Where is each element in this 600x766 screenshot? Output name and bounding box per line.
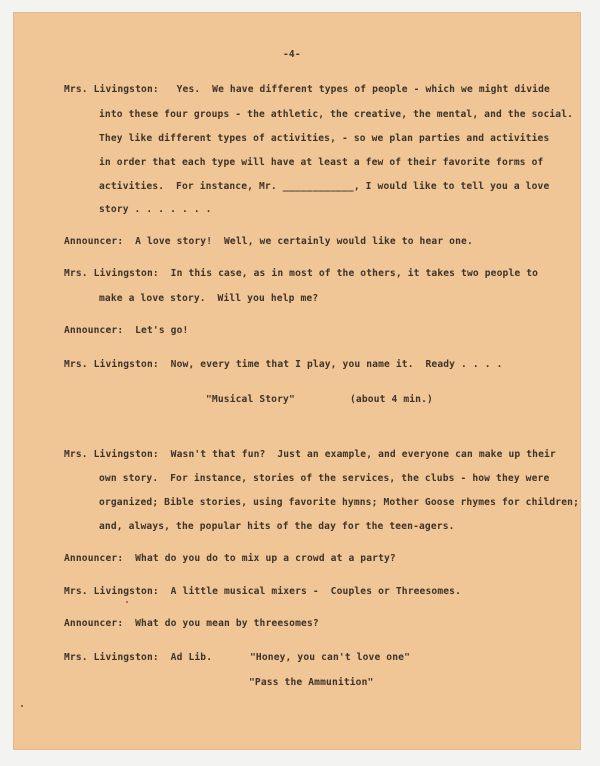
text-line: activities. For instance, Mr. ____________, I would like to tell you a love xyxy=(99,181,550,192)
text-line: Mrs. Livingston: Wasn't that fun? Just an example, and everyone can make up their xyxy=(64,449,556,460)
text-line: in order that each type will have at least a few of their favorite forms of xyxy=(99,157,544,168)
text-line: make a love story. Will you help me? xyxy=(99,293,319,304)
text-line: Mrs. Livingston: In this case, as in most of the others, it takes two people to xyxy=(64,268,539,279)
text-line: "Musical Story" xyxy=(206,394,295,405)
text-line: "Pass the Ammunition" xyxy=(249,677,374,688)
ink-speck xyxy=(126,601,128,603)
text-line: into these four groups - the athletic, the creative, the mental, and the social. xyxy=(99,109,574,120)
text-line: Announcer: What do you mean by threesomes? xyxy=(64,618,319,629)
text-line: Announcer: Let's go! xyxy=(64,325,189,336)
text-line: Announcer: A love story! Well, we certainly would like to hear one. xyxy=(64,236,473,247)
text-line: "Honey, you can't love one" xyxy=(250,652,410,663)
text-line: organized; Bible stories, using favorite hymns; Mother Goose rhymes for children; xyxy=(99,497,579,508)
text-line: Mrs. Livingston: Yes. We have different types of people - which we might divide xyxy=(64,84,550,95)
text-line: own story. For instance, stories of the services, the clubs - how they were xyxy=(99,473,550,484)
text-line: story . . . . . . . xyxy=(99,204,212,215)
text-line: Mrs. Livingston: Now, every time that I play, you name it. Ready . . . . xyxy=(64,359,503,370)
text-line: Mrs. Livingston: Ad Lib. xyxy=(64,652,213,663)
text-line: They like different types of activities, - so we plan parties and activities xyxy=(99,133,550,144)
text-line: Mrs. Livingston: A little musical mixers - Couples or Threesomes. xyxy=(64,586,462,597)
page-number: -4- xyxy=(283,49,301,60)
ink-speck xyxy=(21,705,23,707)
text-line: and, always, the popular hits of the day for the teen-agers. xyxy=(99,521,455,532)
text-line: Announcer: What do you do to mix up a crowd at a party? xyxy=(64,553,396,564)
text-line: (about 4 min.) xyxy=(350,394,433,405)
typed-page xyxy=(13,12,581,750)
